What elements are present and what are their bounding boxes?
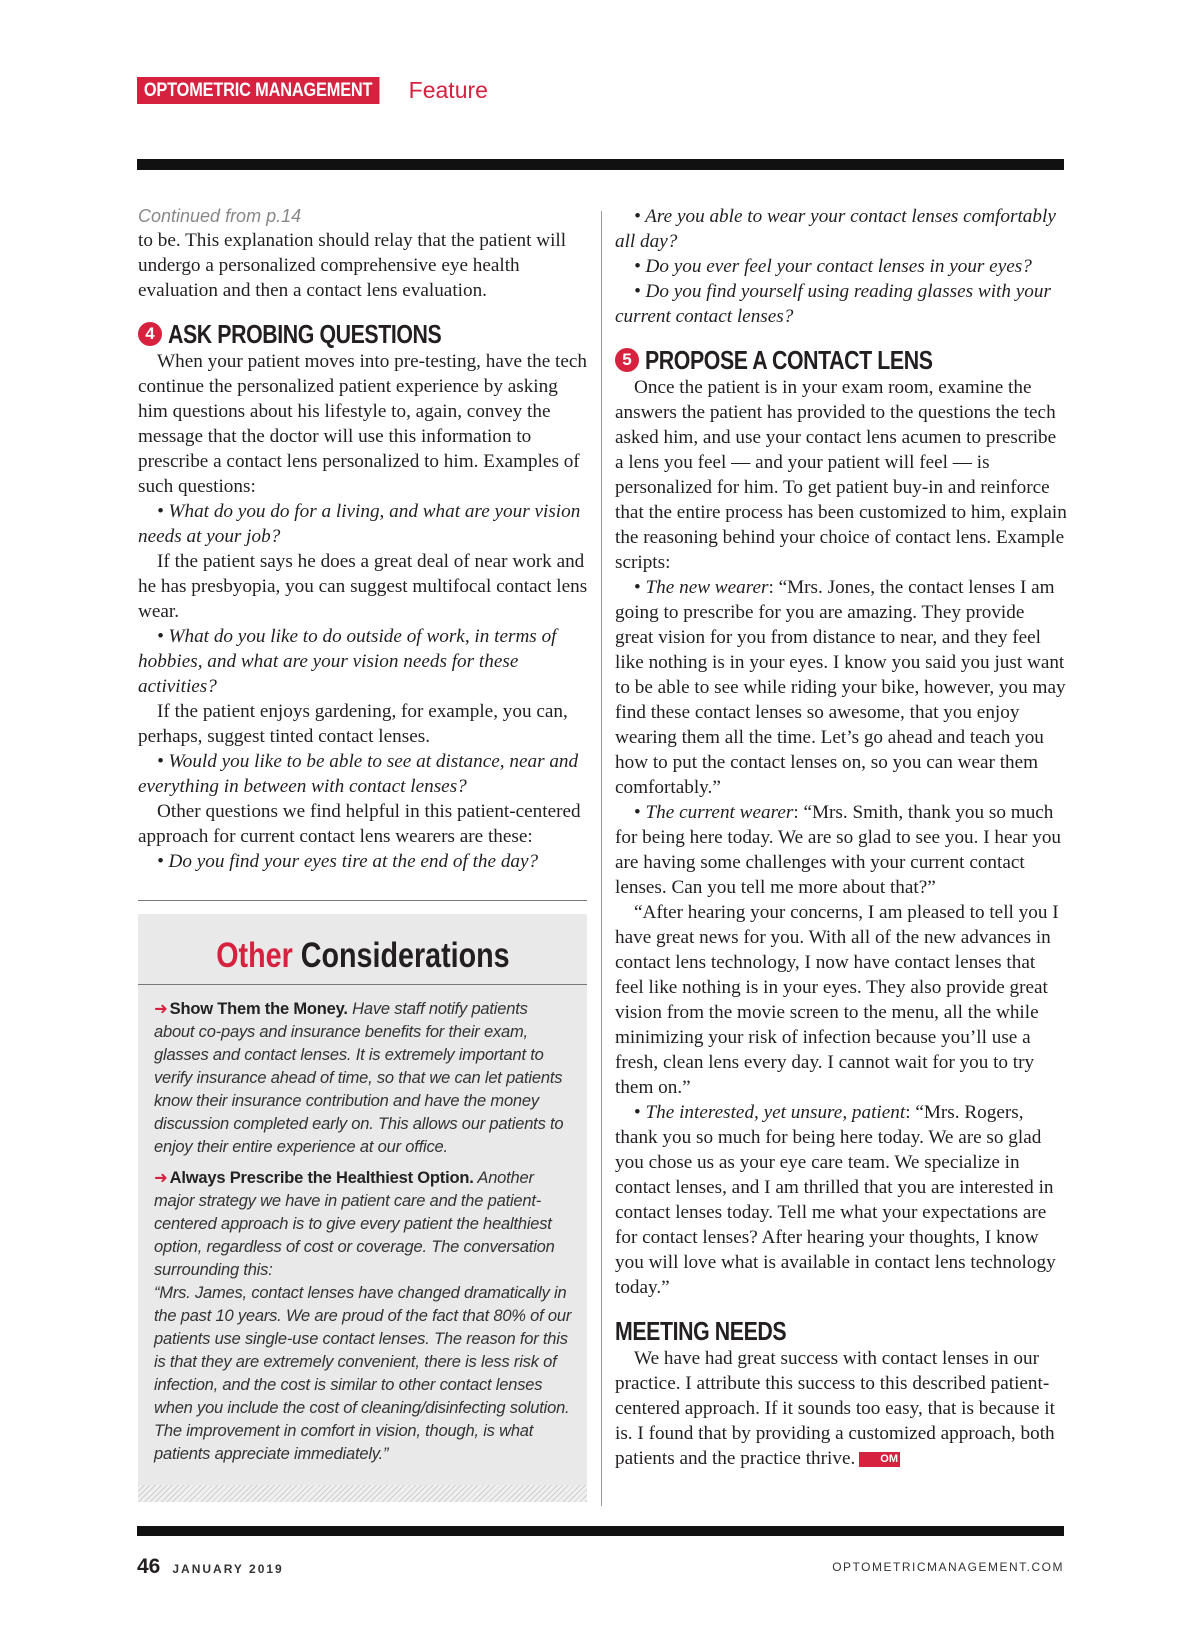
arrow-icon: ➜ [154, 1000, 168, 1018]
paragraph: When your patient moves into pre-testing, have the tech continue the personalized patient experience by asking him questions about his lifestyle to, again, convey the message that the doctor will use this information to prescribe a contact lens personalized to him. Examples of such questions: [138, 351, 587, 497]
script-current-wearer: • The current wearer: “Mrs. Smith, thank you so much for being here today. We are so glad to see you. I hear you are having some challenges with your current contact lenses. Can you tell me more about that?” [615, 802, 1062, 898]
sidebar-other-considerations [138, 914, 587, 1502]
intro-paragraph: to be. This explanation should relay that the patient will undergo a personalized comprehensive eye health evaluation and then a contact lens evaluation. [138, 230, 567, 301]
sidebar-item-lead: Always Prescribe the Healthiest Option. [169, 1169, 474, 1187]
question-item: • Are you able to wear your contact lenses comfortably all day? [615, 206, 1056, 252]
sidebar-item-text: Have staff notify patients about co-pays and insurance benefits for their exam, glasses and contact lenses. It is extremely important to verify insurance ahead of time, so that we can let patients know their insurance contribution and have the money discussion completed early on. This allows our patients to enjoy their entire experience at our office. [154, 1000, 564, 1156]
sidebar-hatch [138, 1485, 587, 1502]
paragraph: Other questions we find helpful in this patient-centered approach for current contact lens wearers are these: [138, 801, 581, 847]
page-number: 46 [137, 1555, 161, 1578]
footer-folio [137, 1555, 284, 1579]
sidebar-quote: “Mrs. James, contact lenses have changed dramatically in the past 10 years. We are proud of the fact that 80% of our patients use single-use contact lenses. The reason for this is that they are extremely convenient, there is less risk of infection, and the cost is similar to other contact lenses when you include the cost of cleaning/disinfecting solution. The improvement in comfort in vision, though, is what patients appreciate immediately.” [154, 1284, 572, 1463]
script-text: : “Mrs. Smith, thank you so much for being here today. We are so glad to see you. I hear you are having some challenges with your current contact lenses. Can you tell me more about that?” [615, 802, 1062, 898]
sidebar-item-lead: Show Them the Money [169, 1000, 344, 1018]
issue-date: JANUARY 2019 [172, 1562, 284, 1576]
script-text: : “Mrs. Rogers, thank you so much for being here today. We are so glad you chose us as your eye care team. We specialize in contact lenses, and I am thrilled that you are interested in contact lenses today. Tell me what your expectations are for contact lenses? After hearing your thoughts, I know you will love what is available in contact lens technology today.” [615, 1102, 1056, 1298]
script-text: : “Mrs. Jones, the contact lenses I am going to prescribe for you are amazing. They provide great vision for you from distance to near, and they feel like nothing is in your eyes. I know you said you just want to be able to see while riding your bike, however, you may find these contact lenses so awesome, that you enjoy wearing them all the time. Let’s go ahead and teach you how to put the contact lenses on, so you can wear them comfortably.” [615, 577, 1066, 798]
script-label: The new wearer [645, 577, 769, 598]
arrow-icon: ➜ [154, 1169, 168, 1187]
question-item: • Do you find yourself using reading glasses with your current contact lenses? [615, 281, 1051, 327]
question-item: • Do you find your eyes tire at the end of the day? [157, 851, 539, 872]
sidebar-title-black: Considerations [300, 936, 510, 975]
paragraph: If the patient enjoys gardening, for example, you can, perhaps, suggest tinted contact lenses. [138, 701, 568, 747]
brand-label: OPTOMETRIC MANAGEMENT [137, 77, 379, 104]
footer-website[interactable]: OPTOMETRICMANAGEMENT.COM [832, 1560, 1064, 1574]
sidebar-body [154, 998, 572, 1474]
left-column [138, 204, 592, 874]
right-column [615, 204, 1067, 1471]
paragraph-text: We have had great success with contact lenses in our practice. I attribute this success to this described patient-centered approach. If it sounds too easy, that is because it is. I found that by providing a customized approach, both patients and the practice thrive. [615, 1348, 1055, 1469]
column-divider [601, 211, 602, 1506]
script-label: The interested, yet unsure, patient [645, 1102, 906, 1123]
end-mark-badge: OM [859, 1452, 900, 1467]
heading-text: PROPOSE A CONTACT LENS [645, 345, 933, 375]
paragraph: Once the patient is in your exam room, examine the answers the patient has provided to the questions the tech asked him, and use your contact lens acumen to prescribe a lens you feel — and your patient will feel — is personalized for him. To get patient buy-in and reinforce that the entire process has been customized to him, explain the reasoning behind your choice of contact lens. Example scripts: [615, 377, 1067, 573]
continued-note: Continued from p.14 [138, 206, 302, 226]
heading-text: MEETING NEEDS [615, 1316, 787, 1346]
question-item: • Do you ever feel your contact lenses in your eyes? [634, 256, 1032, 277]
script-label: The current wearer [645, 802, 794, 823]
question-item: • Would you like to be able to see at distance, near and everything in between with contact lenses? [138, 751, 579, 797]
script-new-wearer: • The new wearer: “Mrs. Jones, the contact lenses I am going to prescribe for you are amazing. They provide great vision for you from distance to near, and they feel like nothing is in your eyes. I know you said you just want to be able to see while riding your bike, however, you may find these contact lenses so awesome, that you enjoy wearing them all the time. Let’s go ahead and teach you how to put the contact lenses on, so you can wear them comfortably.” [615, 577, 1066, 798]
sidebar-divider [138, 984, 587, 985]
sidebar-title-red: Other [215, 936, 293, 975]
top-rule [137, 159, 1064, 170]
masthead [137, 77, 488, 104]
heading-text: ASK PROBING QUESTIONS [168, 319, 442, 349]
step-number-badge: 5 [615, 348, 639, 372]
script-interested-patient: • The interested, yet unsure, patient: “Mrs. Rogers, thank you so much for being here today. We are so glad you chose us as your eye care team. We specialize in contact lenses, and I am thrilled that you are interested in contact lenses today. Tell me what your expectations are for contact lenses? After hearing your thoughts, I know you will love what is available in contact lens technology today.” [615, 1102, 1056, 1298]
closing-paragraph [615, 1346, 1067, 1471]
sidebar-title [138, 936, 587, 976]
sidebar-item-text: Another major strategy we have in patient care and the patient-centered approach is to give every patient the healthiest option, regardless of cost or coverage. The conversation surrounding this: [154, 1169, 555, 1279]
heading-ask-probing-questions [138, 319, 592, 349]
heading-propose-a-contact-lens [615, 345, 1067, 375]
sidebar-top-rule [138, 900, 587, 901]
section-label: Feature [408, 77, 488, 103]
paragraph: If the patient says he does a great deal of near work and he has presbyopia, you can suggest multifocal contact lens wear. [138, 551, 588, 622]
question-item: • What do you like to do outside of work, in terms of hobbies, and what are your vision needs for these activities? [138, 626, 557, 697]
sidebar-item [154, 1167, 572, 1282]
question-item: • What do you do for a living, and what are your vision needs at your job? [138, 501, 581, 547]
step-number-badge: 4 [138, 322, 162, 346]
heading-meeting-needs [615, 1316, 1067, 1346]
paragraph: “After hearing your concerns, I am pleased to tell you I have great news for you. With all of the new advances in contact lens technology, I now have contact lenses that feel like nothing is in your eyes. They also provide great vision from the movie screen to the menu, all the while minimizing your risk of infection because you’ll use a fresh, clean lens every day. I cannot wait for you to try them on.” [615, 902, 1059, 1098]
sidebar-item: ➜ Show Them the Money. Have staff notify patients about co-pays and insurance benefits for their exam, glasses and contact lenses. It is extremely important to verify insurance ahead of time, so that we can let patients know their insurance contribution and have the money discussion completed early on. This allows our patients to enjoy their entire experience at our office. [154, 1000, 564, 1156]
bottom-rule [137, 1526, 1064, 1536]
